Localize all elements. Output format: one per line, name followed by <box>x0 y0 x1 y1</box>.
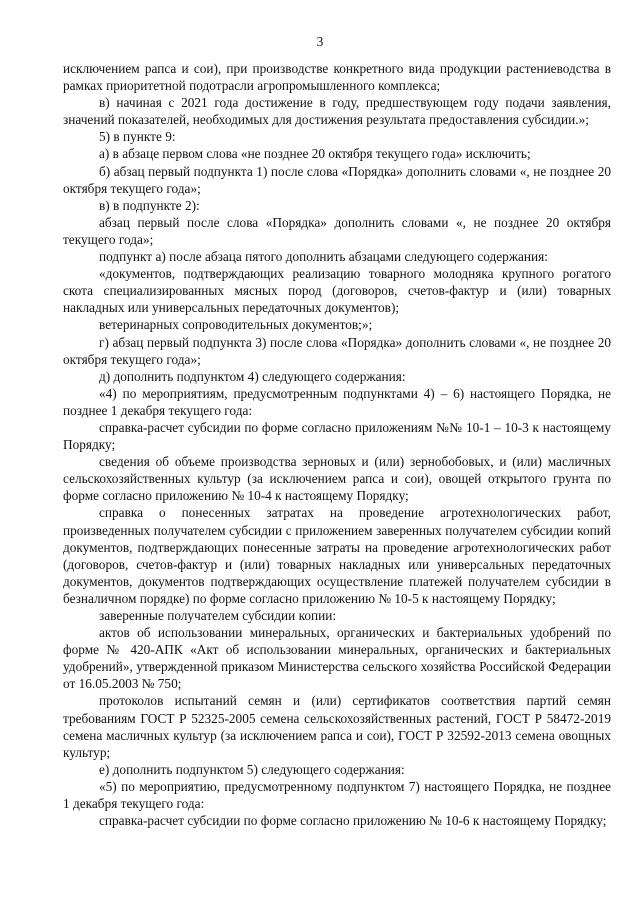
paragraph: а) в абзаце первом слова «не позднее 20 октября текущего года» исключить; <box>99 146 531 162</box>
paragraph: сведения об объеме производства зерновых и (или) зернобобовых, и (или) масличных сельскохозяйственных культур (за исключением рапса и сои), овощей открытого грунта по форме согласно приложению № 10-4 к настоящему Порядку; <box>63 454 611 504</box>
paragraph: заверенные получателем субсидии копии: <box>99 608 337 623</box>
paragraph: г) абзац первый подпункта 3) после слова «Порядка» дополнить словами «, не позднее 20 октября текущего года»; <box>63 334 611 367</box>
paragraph: справка о понесенных затратах на проведение агротехнологических работ, произведенных получателем субсидии с приложением заверенных получателем субсидии копий документов, подтверждающих понесенные затраты на проведение агротехнологических работ (договоров, счетов-фактур и (или) товарных накладных или универсальных передаточных документов, документов подтверждающих осуществление платежей получателем субсидии в безналичном порядке) по форме согласно приложению № 10-5 к настоящему Порядку; <box>63 505 611 606</box>
page-number: 3 <box>316 34 324 49</box>
paragraph: в) начиная с 2021 года достижение в году, предшествующем году подачи заявления, значений показателей, необходимых для достижения результата предоставления субсидии.»; <box>63 95 611 128</box>
paragraph: б) абзац первый подпункта 1) после слова «Порядка» дополнить словами «, не позднее 20 октября текущего года»; <box>63 163 611 196</box>
paragraph: е) дополнить подпунктом 5) следующего содержания: <box>99 761 405 777</box>
paragraph: исключением рапса и сои), при производстве конкретного вида продукции растениеводства в рамках приоритетной подотрасли агропромышленного комплекса; <box>63 61 611 94</box>
paragraph: ветеринарных сопроводительных документов;»; <box>99 317 373 333</box>
paragraph: 5) в пункте 9: <box>99 129 176 145</box>
document-body <box>63 60 611 829</box>
paragraph: справка-расчет субсидии по форме согласно приложениям №№ 10-1 – 10-3 к настоящему Порядку; <box>63 419 611 453</box>
paragraph: «5) по мероприятию, предусмотренному подпунктом 7) настоящего Порядка, не позднее 1 декабря текущего года: <box>63 778 611 812</box>
paragraph: д) дополнить подпунктом 4) следующего содержания: <box>99 368 406 384</box>
paragraph: «4) по мероприятиям, предусмотренным подпунктами 4) – 6) настоящего Порядка, не позднее 1 декабря текущего года: <box>63 385 611 418</box>
paragraph: «документов, подтверждающих реализацию товарного молодняка крупного рогатого скота специализированных мясных пород (договоров, счетов-фактур и (или) товарных накладных или универсальных передаточных документов); <box>63 266 611 316</box>
paragraph: справка-расчет субсидии по форме согласно приложению № 10-6 к настоящему Порядку; <box>99 813 607 829</box>
paragraph: подпункт а) после абзаца пятого дополнить абзацами следующего содержания: <box>99 249 548 265</box>
paragraph: абзац первый после слова «Порядка» дополнить словами «, не позднее 20 октября текущего года»; <box>63 214 611 247</box>
paragraph: в) в подпункте 2): <box>99 197 200 213</box>
paragraph: протоколов испытаний семян и (или) сертификатов соответствия партий семян требованиям ГОСТ Р 52325-2005 семена сельскохозяйственных растений, ГОСТ Р 58472-2019 семена масличных культур (за исключением рапса и сои), ГОСТ Р 32592-2013 семена овощных культур; <box>63 693 611 760</box>
paragraph: актов об использовании минеральных, органических и бактериальных удобрений по форме № 420-АПК «Акт об использовании минеральных, органических и бактериальных удобрений», утвержденной приказом Министерства сельского хозяйства Российской Федерации от 16.05.2003 № 750; <box>63 625 611 692</box>
